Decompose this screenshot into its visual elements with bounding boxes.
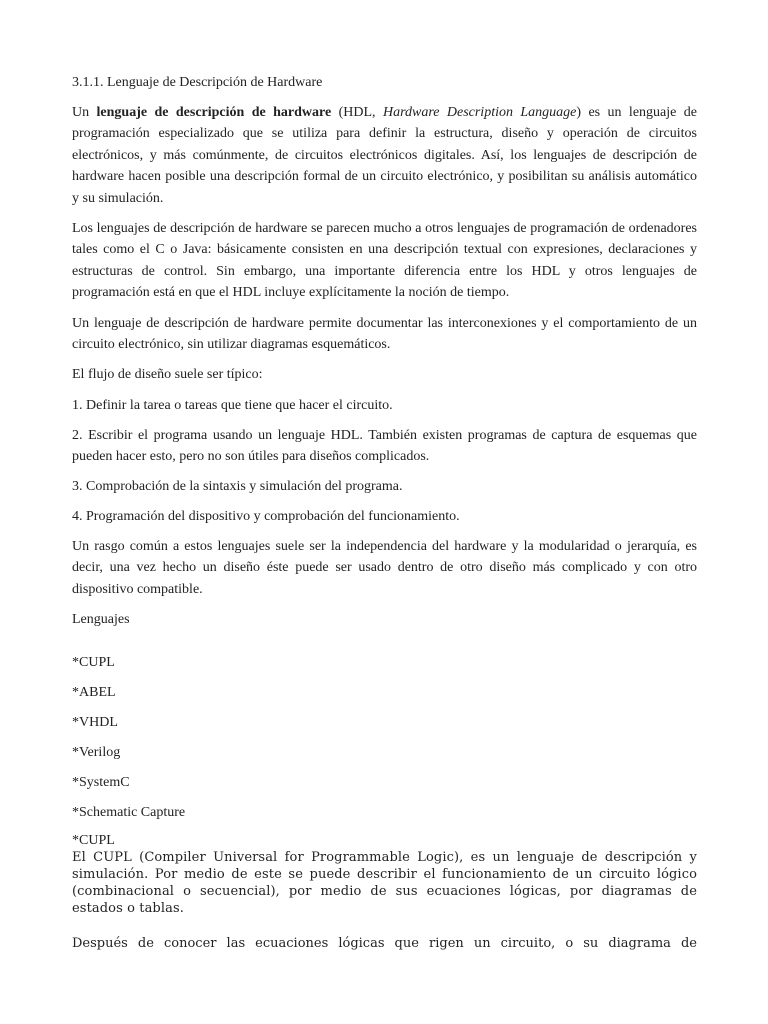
design-step: 2. Escribir el programa usando un lenguaje HDL. También existen programas de captura de esquemas que pueden hacer esto, pero no son útiles para diseños complicados. bbox=[72, 427, 697, 464]
language-item: *SystemC bbox=[72, 774, 130, 790]
language-item: *Verilog bbox=[72, 744, 121, 760]
hdl-term-english: Hardware Description Language bbox=[382, 105, 577, 120]
paragraph-design-flow-intro: El flujo de diseño suele ser típico: bbox=[72, 367, 263, 383]
language-item: *Schematic Capture bbox=[72, 804, 186, 820]
p1-intro: Un bbox=[72, 105, 97, 120]
paragraph-hdl-comparison: Los lenguajes de descripción de hardware se parecen mucho a otros lenguajes de programación de ordenadores tales como el C o Java: básicamente consisten en una descripción textual con expresiones, declaraciones y estructuras de control. Sin embargo, una importante diferencia entre los HDL y otros lenguajes de programación está en que el HDL incluye explícitamente la noción de tiempo. bbox=[72, 221, 697, 301]
spacer bbox=[72, 640, 697, 652]
paragraph-hdl-documentation: Un lenguaje de descripción de hardware permite documentar las interconexiones y el comportamiento de un circuito electrónico, sin utilizar diagramas esquemáticos. bbox=[72, 315, 697, 353]
design-step: 3. Comprobación de la sintaxis y simulación del programa. bbox=[72, 478, 403, 494]
cupl-heading: *CUPL bbox=[72, 832, 115, 848]
cupl-continuation: Después de conocer las ecuaciones lógicas que rigen un circuito, o su diagrama de bbox=[72, 935, 697, 951]
hdl-term: lenguaje de descripción de hardware bbox=[96, 105, 332, 120]
p1-paren: (HDL, bbox=[331, 105, 383, 120]
language-item: *ABEL bbox=[72, 684, 116, 700]
languages-title: Lenguajes bbox=[72, 612, 130, 628]
language-item: *VHDL bbox=[72, 714, 118, 730]
paragraph-hardware-independence: Un rasgo común a estos lenguajes suele ser la independencia del hardware y la modularidad o jerarquía, es decir, una vez hecho un diseño éste puede ser usado dentro de otro diseño más complicado y con otro dispositivo compatible. bbox=[72, 538, 697, 597]
cupl-section bbox=[72, 832, 697, 952]
p1-rest: ) es un lenguaje de programación especializado que se utiliza para definir la estructura, diseño y operación de circuitos electrónicos, y más comúnmente, de circuitos electrónicos digitales. Así, los lenguajes de descripción de hardware hacen posible una descripción formal de un circuito electrónico, y posibilitan su análisis automático y su simulación. bbox=[72, 105, 697, 206]
language-item: *CUPL bbox=[72, 654, 115, 670]
section-heading: 3.1.1. Lenguaje de Descripción de Hardware bbox=[72, 75, 323, 90]
design-step: 1. Definir la tarea o tareas que tiene que hacer el circuito. bbox=[72, 397, 393, 413]
paragraph-hdl-definition bbox=[72, 102, 697, 209]
design-step: 4. Programación del dispositivo y comprobación del funcionamiento. bbox=[72, 508, 460, 524]
cupl-description: El CUPL (Compiler Universal for Programmable Logic), es un lenguaje de descripción y simulación. Por medio de este se puede describir el funcionamiento de un circuito lógico (combinacional o secuencial), por medio de sus ecuaciones lógicas, por diagramas de estados o tablas. bbox=[72, 849, 697, 916]
document-page bbox=[72, 73, 697, 952]
